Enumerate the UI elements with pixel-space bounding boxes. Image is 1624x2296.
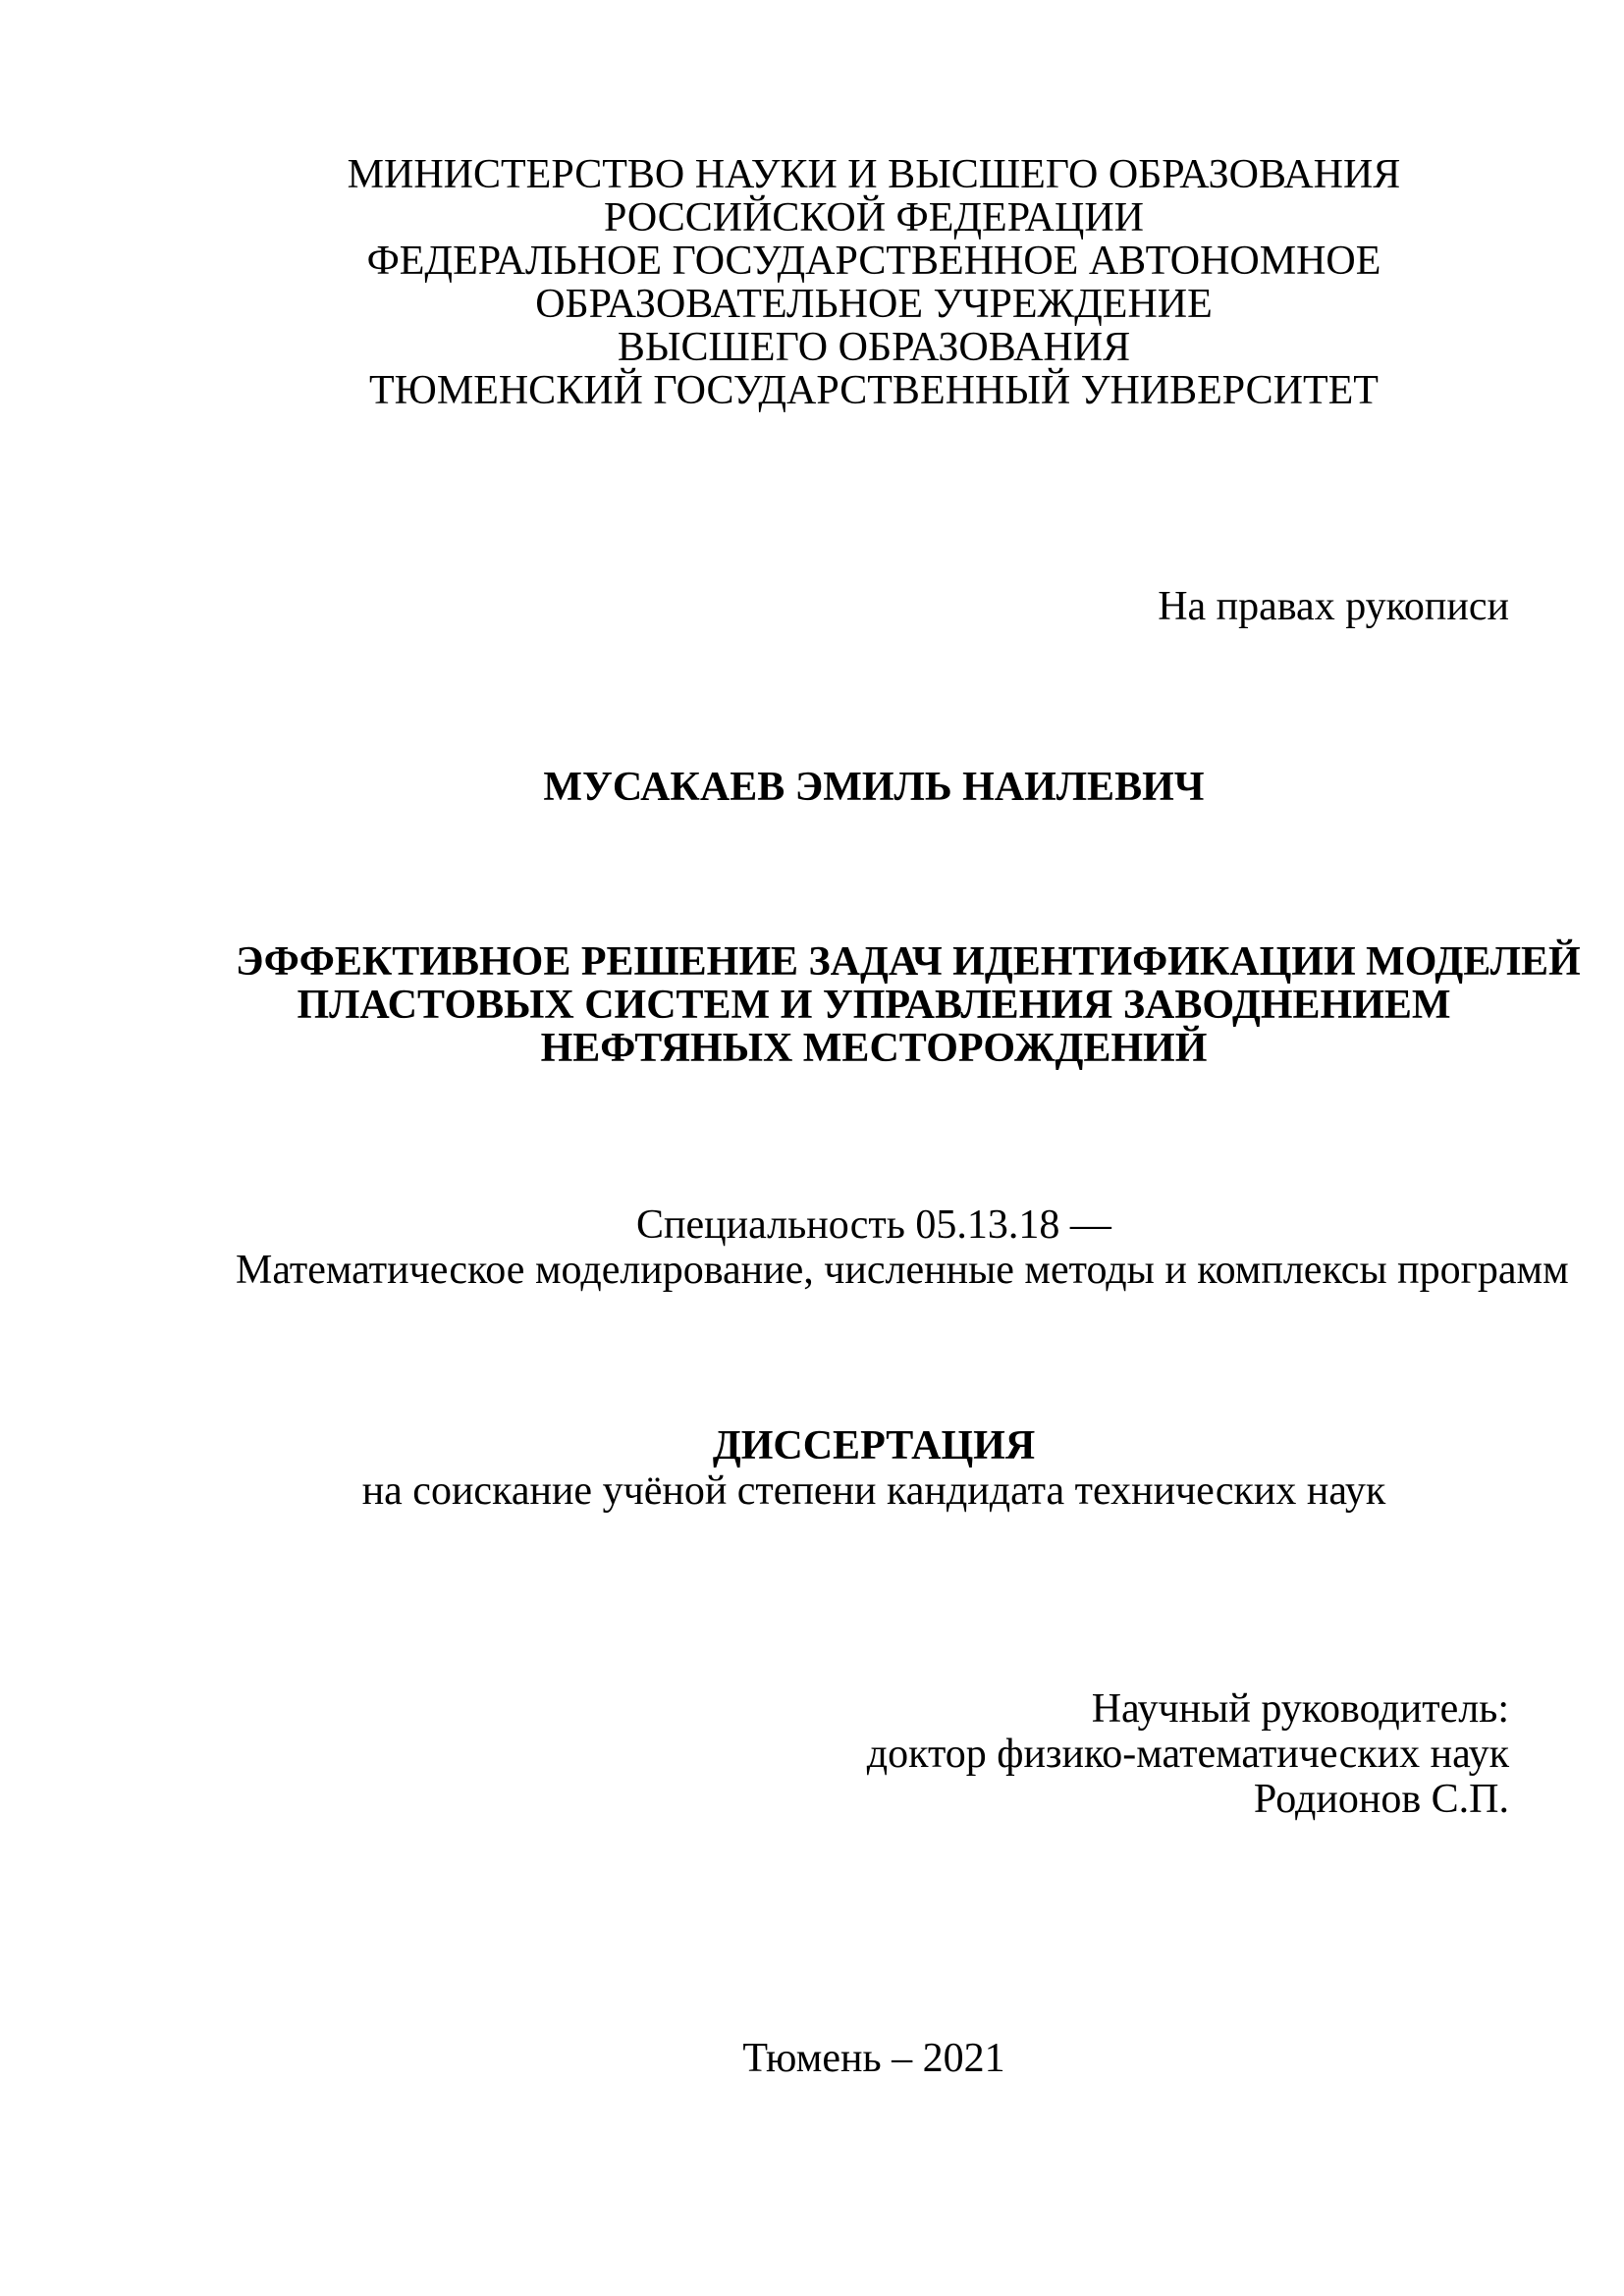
title-line: ЭФФЕКТИВНОЕ РЕШЕНИЕ ЗАДАЧ ИДЕНТИФИКАЦИИ МОДЕЛЕЙ xyxy=(236,939,1581,985)
author-name xyxy=(236,766,1512,809)
city-year-text: Тюмень – 2021 xyxy=(742,2036,1005,2081)
city-year xyxy=(236,2037,1512,2080)
supervisor-name: Родионов С.П. xyxy=(1253,1777,1509,1822)
rights-note-text: На правах рукописи xyxy=(1158,584,1509,629)
ministry-header xyxy=(236,153,1512,412)
dissertation-heading: ДИССЕРТАЦИЯ xyxy=(712,1423,1036,1468)
supervisor-label: Научный руководитель: xyxy=(1091,1686,1509,1732)
dissertation-title xyxy=(236,939,1581,1071)
header-line: ТЮМЕНСКИЙ ГОСУДАРСТВЕННЫЙ УНИВЕРСИТЕТ xyxy=(369,368,1379,413)
specialty-code: Специальность 05.13.18 — xyxy=(636,1202,1111,1248)
header-line: РОССИЙСКОЙ ФЕДЕРАЦИИ xyxy=(604,195,1144,240)
dissertation-type xyxy=(236,1423,1512,1514)
author-name-text: МУСАКАЕВ ЭМИЛЬ НАИЛЕВИЧ xyxy=(543,765,1205,810)
supervisor xyxy=(0,1686,1509,1822)
supervisor-degree: доктор физико-математических наук xyxy=(866,1732,1509,1777)
header-line: МИНИСТЕРСТВО НАУКИ И ВЫСШЕГО ОБРАЗОВАНИЯ xyxy=(347,152,1401,197)
title-line: ПЛАСТОВЫХ СИСТЕМ И УПРАВЛЕНИЯ ЗАВОДНЕНИЕМ xyxy=(297,983,1451,1028)
title-line: НЕФТЯНЫХ МЕСТОРОЖДЕНИЙ xyxy=(540,1026,1208,1071)
header-line: ВЫСШЕГО ОБРАЗОВАНИЯ xyxy=(617,325,1131,370)
specialty xyxy=(236,1202,1569,1293)
header-line: ФЕДЕРАЛЬНОЕ ГОСУДАРСТВЕННОЕ АВТОНОМНОЕ xyxy=(366,239,1381,284)
header-line: ОБРАЗОВАТЕЛЬНОЕ УЧРЕЖДЕНИЕ xyxy=(535,282,1213,327)
specialty-name: Математическое моделирование, численные методы и комплексы программ xyxy=(236,1248,1569,1293)
rights-note xyxy=(0,585,1509,628)
dissertation-subtitle: на соискание учёной степени кандидата технических наук xyxy=(361,1468,1386,1514)
